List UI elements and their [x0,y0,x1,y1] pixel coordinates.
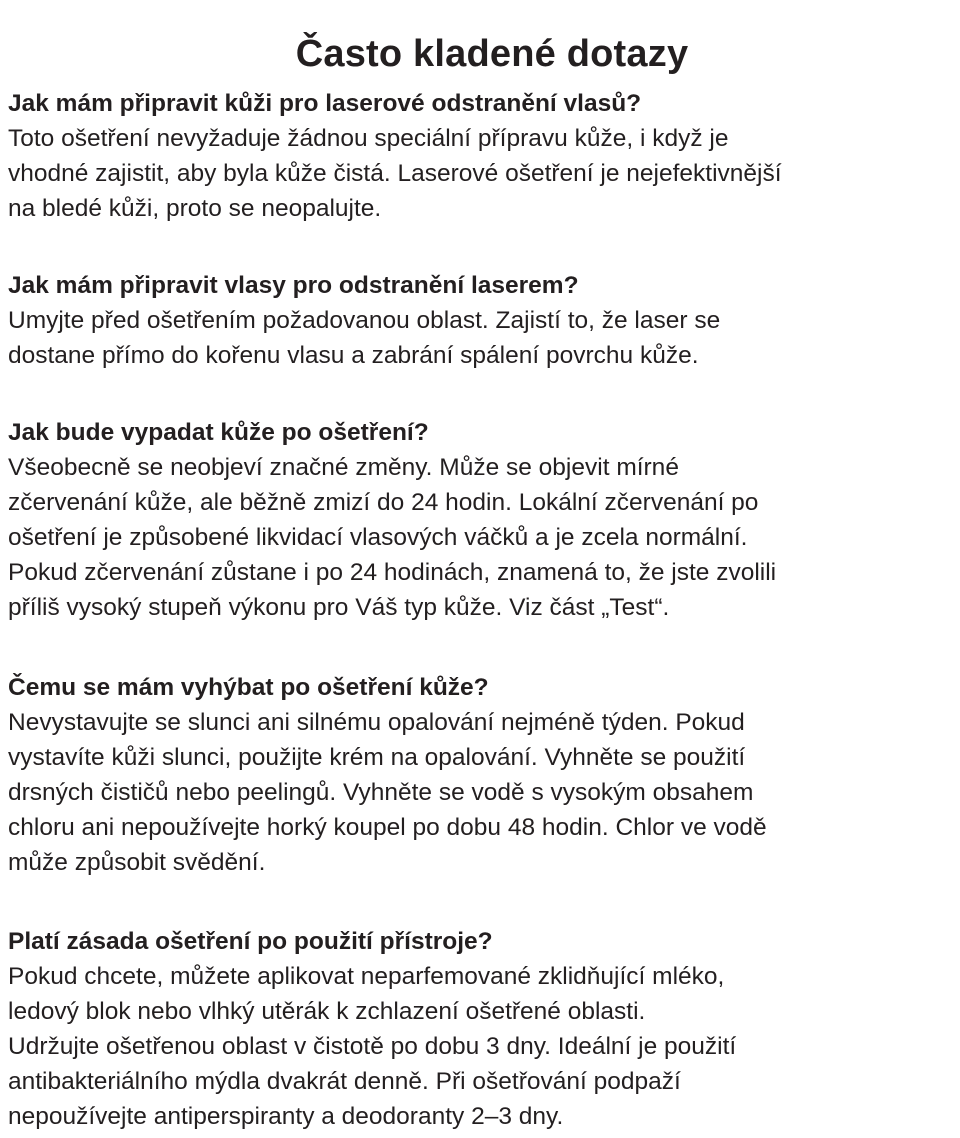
faq-item [8,415,958,625]
faq-question: Platí zásada ošetření po použití přístroje? [8,928,493,955]
faq-answer-line: ošetření je způsobené likvidací vlasových váčků a je zcela normální. [8,524,748,551]
faq-answer-line: nepoužívejte antiperspiranty a deodoranty 2–3 dny. [8,1103,564,1130]
faq-question: Jak mám připravit kůži pro laserové odstranění vlasů? [8,90,642,117]
faq-answer-line: Umyjte před ošetřením požadovanou oblast. Zajistí to, že laser se [8,307,721,334]
faq-answer [8,705,958,880]
faq-answer-line: Pokud zčervenání zůstane i po 24 hodinách, znamená to, že jste zvolili [8,559,777,586]
faq-answer-line: Pokud chcete, můžete aplikovat neparfemované zklidňující mléko, [8,963,725,990]
faq-item [8,924,958,1134]
faq-item [8,670,958,880]
page-title: Často kladené dotazy [295,33,689,76]
faq-answer-line: vhodné zajistit, aby byla kůže čistá. Laserové ošetření je nejefektivnější [8,160,782,187]
faq-answer [8,959,958,1134]
faq-question: Jak mám připravit vlasy pro odstranění laserem? [8,272,579,299]
faq-question: Čemu se mám vyhýbat po ošetření kůže? [8,674,489,701]
faq-answer-line: Udržujte ošetřenou oblast v čistotě po dobu 3 dny. Ideální je použití [8,1033,737,1060]
faq-answer-line: vystavíte kůži slunci, použijte krém na opalování. Vyhněte se použití [8,744,746,771]
faq-answer [8,121,958,226]
faq-answer-line: Všeobecně se neobjeví značné změny. Může se objevit mírné [8,454,679,481]
faq-answer-line: příliš vysoký stupeň výkonu pro Váš typ kůže. Viz část „Test“. [8,594,670,621]
faq-answer [8,450,958,625]
faq-answer-line: ledový blok nebo vlhký utěrák k zchlazení ošetřené oblasti. [8,998,646,1025]
faq-question: Jak bude vypadat kůže po ošetření? [8,419,429,446]
faq-answer-line: drsných čističů nebo peelingů. Vyhněte se vodě s vysokým obsahem [8,779,754,806]
faq-answer-line: dostane přímo do kořenu vlasu a zabrání spálení povrchu kůže. [8,342,699,369]
faq-answer-line: zčervenání kůže, ale běžně zmizí do 24 hodin. Lokální zčervenání po [8,489,759,516]
faq-answer-line: antibakteriálního mýdla dvakrát denně. Při ošetřování podpaží [8,1068,681,1095]
faq-item [8,86,958,226]
faq-answer-line: Toto ošetření nevyžaduje žádnou speciální přípravu kůže, i když je [8,125,729,152]
faq-answer-line: může způsobit svědění. [8,849,266,876]
faq-answer-line: chloru ani nepoužívejte horký koupel po dobu 48 hodin. Chlor ve vodě [8,814,767,841]
faq-answer [8,303,958,373]
faq-answer-line: Nevystavujte se slunci ani silnému opalování nejméně týden. Pokud [8,709,745,736]
faq-item [8,268,958,373]
faq-answer-line: na bledé kůži, proto se neopalujte. [8,195,382,222]
